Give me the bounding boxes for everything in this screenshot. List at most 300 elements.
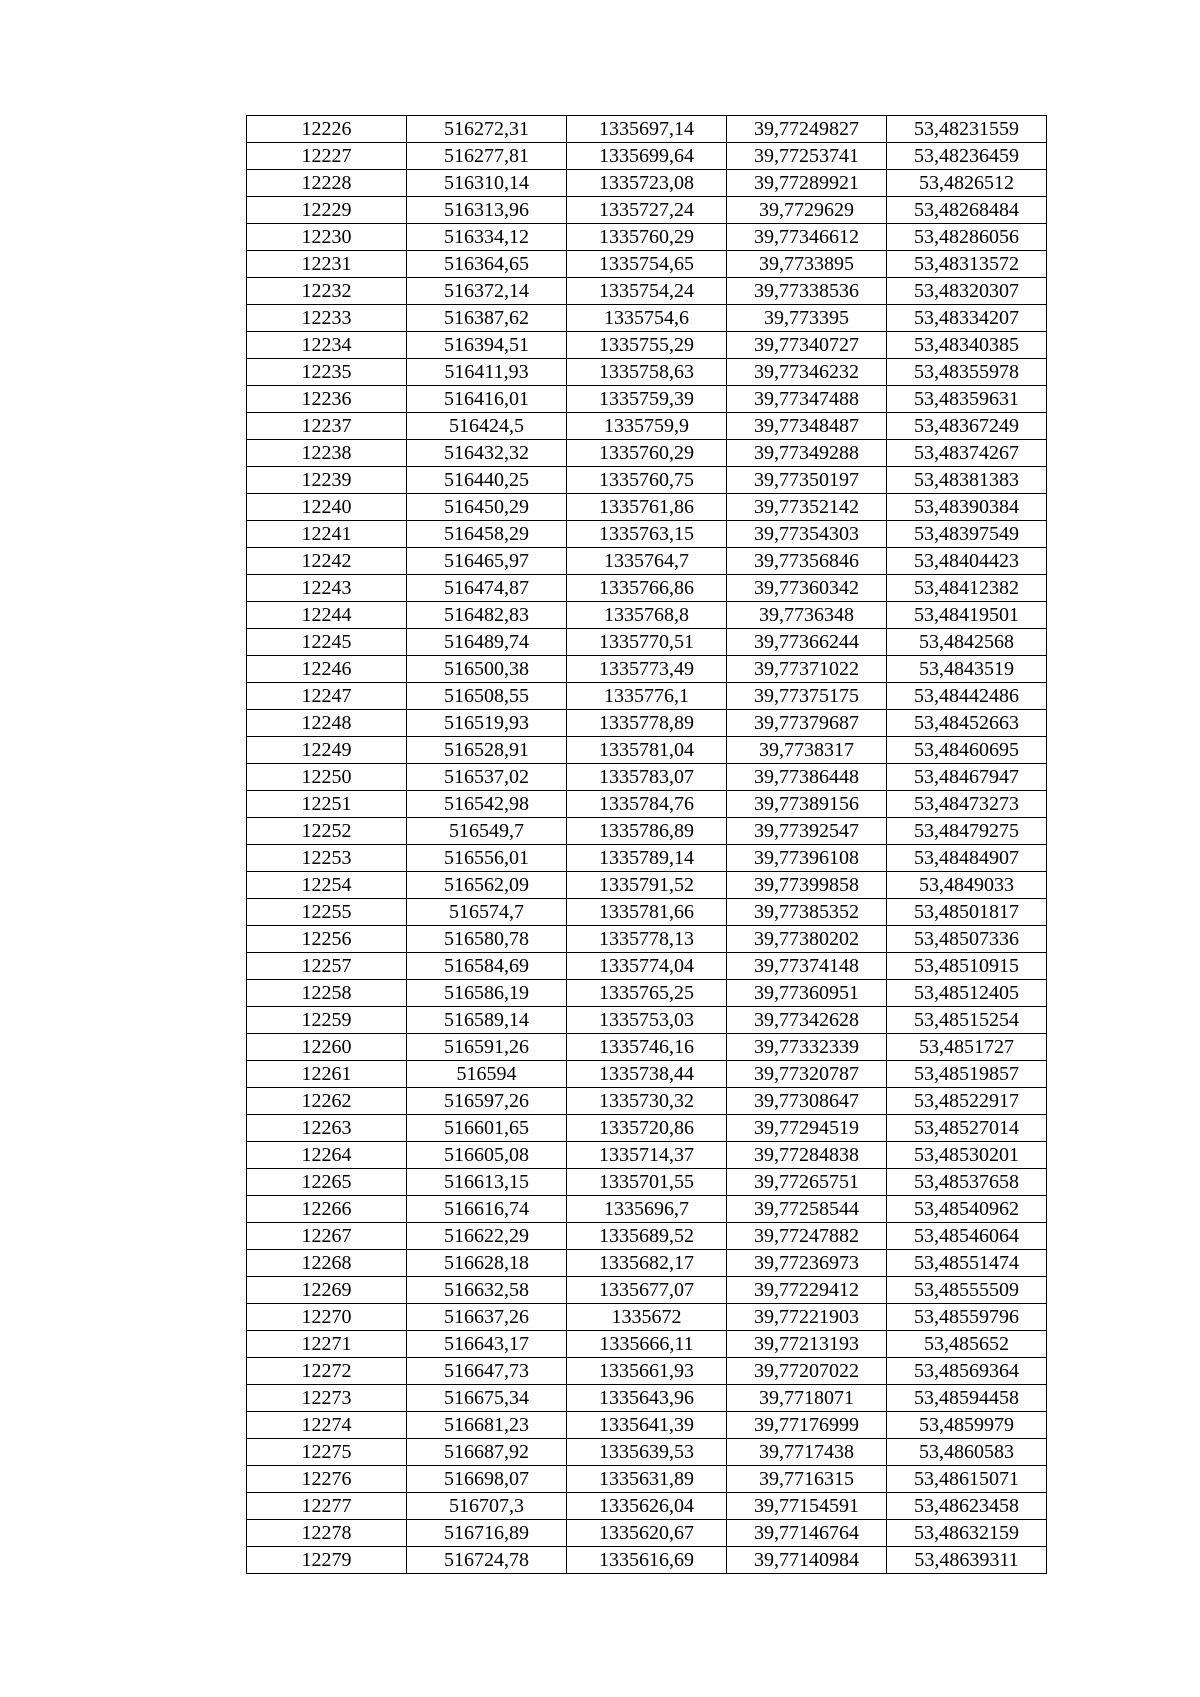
- y-coordinate-cell: 1335682,17: [567, 1250, 727, 1277]
- point-number-cell: 12257: [247, 953, 407, 980]
- y-coordinate-cell: 1335759,39: [567, 386, 727, 413]
- point-number-cell: 12264: [247, 1142, 407, 1169]
- x-coordinate-cell: 516584,69: [407, 953, 567, 980]
- y-coordinate-cell: 1335639,53: [567, 1439, 727, 1466]
- table-row: [247, 1412, 1047, 1439]
- longitude-cell: 39,77349288: [727, 440, 887, 467]
- y-coordinate-cell: 1335701,55: [567, 1169, 727, 1196]
- point-number-cell: 12277: [247, 1493, 407, 1520]
- latitude-cell: 53,4826512: [887, 170, 1047, 197]
- x-coordinate-cell: 516508,55: [407, 683, 567, 710]
- point-number-cell: 12226: [247, 116, 407, 143]
- x-coordinate-cell: 516580,78: [407, 926, 567, 953]
- point-number-cell: 12279: [247, 1547, 407, 1574]
- latitude-cell: 53,48374267: [887, 440, 1047, 467]
- y-coordinate-cell: 1335758,63: [567, 359, 727, 386]
- longitude-cell: 39,77379687: [727, 710, 887, 737]
- latitude-cell: 53,48639311: [887, 1547, 1047, 1574]
- point-number-cell: 12254: [247, 872, 407, 899]
- x-coordinate-cell: 516450,29: [407, 494, 567, 521]
- longitude-cell: 39,77386448: [727, 764, 887, 791]
- longitude-cell: 39,7729629: [727, 197, 887, 224]
- point-number-cell: 12234: [247, 332, 407, 359]
- point-number-cell: 12270: [247, 1304, 407, 1331]
- y-coordinate-cell: 1335754,65: [567, 251, 727, 278]
- x-coordinate-cell: 516597,26: [407, 1088, 567, 1115]
- x-coordinate-cell: 516594: [407, 1061, 567, 1088]
- x-coordinate-cell: 516675,34: [407, 1385, 567, 1412]
- point-number-cell: 12229: [247, 197, 407, 224]
- longitude-cell: 39,77389156: [727, 791, 887, 818]
- table-row: [247, 359, 1047, 386]
- point-number-cell: 12269: [247, 1277, 407, 1304]
- table-row: [247, 899, 1047, 926]
- table-row: [247, 1223, 1047, 1250]
- point-number-cell: 12232: [247, 278, 407, 305]
- x-coordinate-cell: 516716,89: [407, 1520, 567, 1547]
- longitude-cell: 39,77350197: [727, 467, 887, 494]
- longitude-cell: 39,77249827: [727, 116, 887, 143]
- x-coordinate-cell: 516724,78: [407, 1547, 567, 1574]
- y-coordinate-cell: 1335763,15: [567, 521, 727, 548]
- y-coordinate-cell: 1335760,75: [567, 467, 727, 494]
- x-coordinate-cell: 516605,08: [407, 1142, 567, 1169]
- y-coordinate-cell: 1335778,13: [567, 926, 727, 953]
- table-row: [247, 1115, 1047, 1142]
- longitude-cell: 39,77154591: [727, 1493, 887, 1520]
- table-row: [247, 764, 1047, 791]
- latitude-cell: 53,48313572: [887, 251, 1047, 278]
- table-row: [247, 1331, 1047, 1358]
- table-row: [247, 791, 1047, 818]
- x-coordinate-cell: 516632,58: [407, 1277, 567, 1304]
- point-number-cell: 12228: [247, 170, 407, 197]
- longitude-cell: 39,77229412: [727, 1277, 887, 1304]
- longitude-cell: 39,773395: [727, 305, 887, 332]
- longitude-cell: 39,77320787: [727, 1061, 887, 1088]
- longitude-cell: 39,77289921: [727, 170, 887, 197]
- y-coordinate-cell: 1335770,51: [567, 629, 727, 656]
- y-coordinate-cell: 1335677,07: [567, 1277, 727, 1304]
- x-coordinate-cell: 516272,31: [407, 116, 567, 143]
- x-coordinate-cell: 516519,93: [407, 710, 567, 737]
- latitude-cell: 53,48519857: [887, 1061, 1047, 1088]
- point-number-cell: 12246: [247, 656, 407, 683]
- x-coordinate-cell: 516440,25: [407, 467, 567, 494]
- longitude-cell: 39,77352142: [727, 494, 887, 521]
- x-coordinate-cell: 516313,96: [407, 197, 567, 224]
- y-coordinate-cell: 1335643,96: [567, 1385, 727, 1412]
- table-row: [247, 1088, 1047, 1115]
- y-coordinate-cell: 1335778,89: [567, 710, 727, 737]
- latitude-cell: 53,48404423: [887, 548, 1047, 575]
- point-number-cell: 12227: [247, 143, 407, 170]
- x-coordinate-cell: 516411,93: [407, 359, 567, 386]
- point-number-cell: 12274: [247, 1412, 407, 1439]
- x-coordinate-cell: 516622,29: [407, 1223, 567, 1250]
- longitude-cell: 39,77385352: [727, 899, 887, 926]
- longitude-cell: 39,77347488: [727, 386, 887, 413]
- point-number-cell: 12244: [247, 602, 407, 629]
- latitude-cell: 53,48479275: [887, 818, 1047, 845]
- x-coordinate-cell: 516556,01: [407, 845, 567, 872]
- longitude-cell: 39,77247882: [727, 1223, 887, 1250]
- table-row: [247, 737, 1047, 764]
- table-row: [247, 1358, 1047, 1385]
- x-coordinate-cell: 516482,83: [407, 602, 567, 629]
- y-coordinate-cell: 1335672: [567, 1304, 727, 1331]
- y-coordinate-cell: 1335738,44: [567, 1061, 727, 1088]
- x-coordinate-cell: 516432,32: [407, 440, 567, 467]
- longitude-cell: 39,77340727: [727, 332, 887, 359]
- latitude-cell: 53,48442486: [887, 683, 1047, 710]
- point-number-cell: 12266: [247, 1196, 407, 1223]
- longitude-cell: 39,77348487: [727, 413, 887, 440]
- table-row: [247, 926, 1047, 953]
- x-coordinate-cell: 516334,12: [407, 224, 567, 251]
- table-row: [247, 1547, 1047, 1574]
- longitude-cell: 39,77338536: [727, 278, 887, 305]
- latitude-cell: 53,4851727: [887, 1034, 1047, 1061]
- x-coordinate-cell: 516574,7: [407, 899, 567, 926]
- latitude-cell: 53,4849033: [887, 872, 1047, 899]
- table-row: [247, 548, 1047, 575]
- latitude-cell: 53,4860583: [887, 1439, 1047, 1466]
- table-row: [247, 1385, 1047, 1412]
- longitude-cell: 39,7738317: [727, 737, 887, 764]
- x-coordinate-cell: 516681,23: [407, 1412, 567, 1439]
- table-row: [247, 1007, 1047, 1034]
- table-row: [247, 1034, 1047, 1061]
- y-coordinate-cell: 1335759,9: [567, 413, 727, 440]
- x-coordinate-cell: 516586,19: [407, 980, 567, 1007]
- table-row: [247, 683, 1047, 710]
- table-row: [247, 440, 1047, 467]
- latitude-cell: 53,48320307: [887, 278, 1047, 305]
- table-row: [247, 1520, 1047, 1547]
- latitude-cell: 53,48537658: [887, 1169, 1047, 1196]
- x-coordinate-cell: 516500,38: [407, 656, 567, 683]
- x-coordinate-cell: 516542,98: [407, 791, 567, 818]
- y-coordinate-cell: 1335765,25: [567, 980, 727, 1007]
- longitude-cell: 39,77140984: [727, 1547, 887, 1574]
- x-coordinate-cell: 516707,3: [407, 1493, 567, 1520]
- coordinates-table-body: [247, 116, 1047, 1574]
- point-number-cell: 12271: [247, 1331, 407, 1358]
- longitude-cell: 39,77360342: [727, 575, 887, 602]
- longitude-cell: 39,77253741: [727, 143, 887, 170]
- latitude-cell: 53,48594458: [887, 1385, 1047, 1412]
- y-coordinate-cell: 1335641,39: [567, 1412, 727, 1439]
- latitude-cell: 53,48467947: [887, 764, 1047, 791]
- table-row: [247, 1061, 1047, 1088]
- x-coordinate-cell: 516474,87: [407, 575, 567, 602]
- table-row: [247, 251, 1047, 278]
- table-row: [247, 1439, 1047, 1466]
- table-row: [247, 1142, 1047, 1169]
- latitude-cell: 53,48484907: [887, 845, 1047, 872]
- longitude-cell: 39,77332339: [727, 1034, 887, 1061]
- x-coordinate-cell: 516601,65: [407, 1115, 567, 1142]
- table-row: [247, 710, 1047, 737]
- point-number-cell: 12248: [247, 710, 407, 737]
- latitude-cell: 53,48340385: [887, 332, 1047, 359]
- point-number-cell: 12242: [247, 548, 407, 575]
- table-row: [247, 1250, 1047, 1277]
- y-coordinate-cell: 1335699,64: [567, 143, 727, 170]
- latitude-cell: 53,4843519: [887, 656, 1047, 683]
- x-coordinate-cell: 516647,73: [407, 1358, 567, 1385]
- longitude-cell: 39,77265751: [727, 1169, 887, 1196]
- point-number-cell: 12240: [247, 494, 407, 521]
- point-number-cell: 12251: [247, 791, 407, 818]
- latitude-cell: 53,48367249: [887, 413, 1047, 440]
- latitude-cell: 53,48507336: [887, 926, 1047, 953]
- longitude-cell: 39,77380202: [727, 926, 887, 953]
- y-coordinate-cell: 1335760,29: [567, 440, 727, 467]
- point-number-cell: 12249: [247, 737, 407, 764]
- latitude-cell: 53,48236459: [887, 143, 1047, 170]
- y-coordinate-cell: 1335768,8: [567, 602, 727, 629]
- table-row: [247, 872, 1047, 899]
- y-coordinate-cell: 1335697,14: [567, 116, 727, 143]
- point-number-cell: 12265: [247, 1169, 407, 1196]
- y-coordinate-cell: 1335754,6: [567, 305, 727, 332]
- y-coordinate-cell: 1335727,24: [567, 197, 727, 224]
- y-coordinate-cell: 1335661,93: [567, 1358, 727, 1385]
- table-row: [247, 305, 1047, 332]
- table-row: [247, 413, 1047, 440]
- table-row: [247, 116, 1047, 143]
- y-coordinate-cell: 1335774,04: [567, 953, 727, 980]
- point-number-cell: 12252: [247, 818, 407, 845]
- longitude-cell: 39,77346612: [727, 224, 887, 251]
- table-row: [247, 494, 1047, 521]
- table-row: [247, 818, 1047, 845]
- x-coordinate-cell: 516591,26: [407, 1034, 567, 1061]
- latitude-cell: 53,48551474: [887, 1250, 1047, 1277]
- y-coordinate-cell: 1335786,89: [567, 818, 727, 845]
- y-coordinate-cell: 1335723,08: [567, 170, 727, 197]
- longitude-cell: 39,77146764: [727, 1520, 887, 1547]
- table-row: [247, 1304, 1047, 1331]
- table-row: [247, 1169, 1047, 1196]
- table-row: [247, 1466, 1047, 1493]
- x-coordinate-cell: 516387,62: [407, 305, 567, 332]
- table-row: [247, 980, 1047, 1007]
- longitude-cell: 39,77360951: [727, 980, 887, 1007]
- longitude-cell: 39,77346232: [727, 359, 887, 386]
- table-row: [247, 845, 1047, 872]
- y-coordinate-cell: 1335766,86: [567, 575, 727, 602]
- y-coordinate-cell: 1335789,14: [567, 845, 727, 872]
- longitude-cell: 39,77342628: [727, 1007, 887, 1034]
- y-coordinate-cell: 1335754,24: [567, 278, 727, 305]
- latitude-cell: 53,48546064: [887, 1223, 1047, 1250]
- latitude-cell: 53,48555509: [887, 1277, 1047, 1304]
- table-row: [247, 629, 1047, 656]
- latitude-cell: 53,48355978: [887, 359, 1047, 386]
- y-coordinate-cell: 1335714,37: [567, 1142, 727, 1169]
- latitude-cell: 53,48390384: [887, 494, 1047, 521]
- x-coordinate-cell: 516562,09: [407, 872, 567, 899]
- y-coordinate-cell: 1335689,52: [567, 1223, 727, 1250]
- point-number-cell: 12268: [247, 1250, 407, 1277]
- y-coordinate-cell: 1335761,86: [567, 494, 727, 521]
- y-coordinate-cell: 1335764,7: [567, 548, 727, 575]
- longitude-cell: 39,77213193: [727, 1331, 887, 1358]
- table-row: [247, 656, 1047, 683]
- y-coordinate-cell: 1335626,04: [567, 1493, 727, 1520]
- x-coordinate-cell: 516310,14: [407, 170, 567, 197]
- coordinates-table: [246, 115, 1047, 1574]
- point-number-cell: 12263: [247, 1115, 407, 1142]
- point-number-cell: 12273: [247, 1385, 407, 1412]
- x-coordinate-cell: 516489,74: [407, 629, 567, 656]
- table-row: [247, 575, 1047, 602]
- latitude-cell: 53,48512405: [887, 980, 1047, 1007]
- x-coordinate-cell: 516537,02: [407, 764, 567, 791]
- x-coordinate-cell: 516549,7: [407, 818, 567, 845]
- point-number-cell: 12262: [247, 1088, 407, 1115]
- longitude-cell: 39,77221903: [727, 1304, 887, 1331]
- x-coordinate-cell: 516687,92: [407, 1439, 567, 1466]
- longitude-cell: 39,7733895: [727, 251, 887, 278]
- y-coordinate-cell: 1335776,1: [567, 683, 727, 710]
- point-number-cell: 12255: [247, 899, 407, 926]
- longitude-cell: 39,7718071: [727, 1385, 887, 1412]
- y-coordinate-cell: 1335730,32: [567, 1088, 727, 1115]
- y-coordinate-cell: 1335666,11: [567, 1331, 727, 1358]
- point-number-cell: 12276: [247, 1466, 407, 1493]
- x-coordinate-cell: 516277,81: [407, 143, 567, 170]
- longitude-cell: 39,77356846: [727, 548, 887, 575]
- x-coordinate-cell: 516589,14: [407, 1007, 567, 1034]
- longitude-cell: 39,7736348: [727, 602, 887, 629]
- x-coordinate-cell: 516643,17: [407, 1331, 567, 1358]
- latitude-cell: 53,48527014: [887, 1115, 1047, 1142]
- point-number-cell: 12259: [247, 1007, 407, 1034]
- longitude-cell: 39,77366244: [727, 629, 887, 656]
- table-row: [247, 1493, 1047, 1520]
- point-number-cell: 12256: [247, 926, 407, 953]
- latitude-cell: 53,48452663: [887, 710, 1047, 737]
- longitude-cell: 39,7717438: [727, 1439, 887, 1466]
- latitude-cell: 53,48501817: [887, 899, 1047, 926]
- point-number-cell: 12230: [247, 224, 407, 251]
- point-number-cell: 12250: [247, 764, 407, 791]
- latitude-cell: 53,48522917: [887, 1088, 1047, 1115]
- y-coordinate-cell: 1335631,89: [567, 1466, 727, 1493]
- table-row: [247, 332, 1047, 359]
- x-coordinate-cell: 516394,51: [407, 332, 567, 359]
- point-number-cell: 12253: [247, 845, 407, 872]
- longitude-cell: 39,77176999: [727, 1412, 887, 1439]
- table-row: [247, 197, 1047, 224]
- x-coordinate-cell: 516424,5: [407, 413, 567, 440]
- x-coordinate-cell: 516372,14: [407, 278, 567, 305]
- latitude-cell: 53,48460695: [887, 737, 1047, 764]
- y-coordinate-cell: 1335773,49: [567, 656, 727, 683]
- table-row: [247, 1196, 1047, 1223]
- longitude-cell: 39,77396108: [727, 845, 887, 872]
- latitude-cell: 53,4842568: [887, 629, 1047, 656]
- latitude-cell: 53,48419501: [887, 602, 1047, 629]
- y-coordinate-cell: 1335791,52: [567, 872, 727, 899]
- y-coordinate-cell: 1335755,29: [567, 332, 727, 359]
- longitude-cell: 39,77207022: [727, 1358, 887, 1385]
- x-coordinate-cell: 516628,18: [407, 1250, 567, 1277]
- y-coordinate-cell: 1335746,16: [567, 1034, 727, 1061]
- latitude-cell: 53,48510915: [887, 953, 1047, 980]
- x-coordinate-cell: 516613,15: [407, 1169, 567, 1196]
- latitude-cell: 53,48359631: [887, 386, 1047, 413]
- latitude-cell: 53,48540962: [887, 1196, 1047, 1223]
- x-coordinate-cell: 516465,97: [407, 548, 567, 575]
- table-row: [247, 1277, 1047, 1304]
- latitude-cell: 53,48381383: [887, 467, 1047, 494]
- point-number-cell: 12247: [247, 683, 407, 710]
- point-number-cell: 12258: [247, 980, 407, 1007]
- latitude-cell: 53,48569364: [887, 1358, 1047, 1385]
- point-number-cell: 12239: [247, 467, 407, 494]
- table-row: [247, 467, 1047, 494]
- latitude-cell: 53,48623458: [887, 1493, 1047, 1520]
- point-number-cell: 12237: [247, 413, 407, 440]
- y-coordinate-cell: 1335760,29: [567, 224, 727, 251]
- point-number-cell: 12267: [247, 1223, 407, 1250]
- latitude-cell: 53,48530201: [887, 1142, 1047, 1169]
- x-coordinate-cell: 516364,65: [407, 251, 567, 278]
- y-coordinate-cell: 1335753,03: [567, 1007, 727, 1034]
- latitude-cell: 53,48334207: [887, 305, 1047, 332]
- longitude-cell: 39,77399858: [727, 872, 887, 899]
- y-coordinate-cell: 1335696,7: [567, 1196, 727, 1223]
- latitude-cell: 53,48268484: [887, 197, 1047, 224]
- y-coordinate-cell: 1335781,04: [567, 737, 727, 764]
- longitude-cell: 39,77284838: [727, 1142, 887, 1169]
- longitude-cell: 39,7716315: [727, 1466, 887, 1493]
- latitude-cell: 53,485652: [887, 1331, 1047, 1358]
- table-row: [247, 602, 1047, 629]
- table-row: [247, 278, 1047, 305]
- y-coordinate-cell: 1335620,67: [567, 1520, 727, 1547]
- point-number-cell: 12278: [247, 1520, 407, 1547]
- point-number-cell: 12245: [247, 629, 407, 656]
- point-number-cell: 12238: [247, 440, 407, 467]
- point-number-cell: 12260: [247, 1034, 407, 1061]
- longitude-cell: 39,77258544: [727, 1196, 887, 1223]
- x-coordinate-cell: 516416,01: [407, 386, 567, 413]
- longitude-cell: 39,77375175: [727, 683, 887, 710]
- latitude-cell: 53,48231559: [887, 116, 1047, 143]
- longitude-cell: 39,77354303: [727, 521, 887, 548]
- x-coordinate-cell: 516616,74: [407, 1196, 567, 1223]
- x-coordinate-cell: 516458,29: [407, 521, 567, 548]
- longitude-cell: 39,77236973: [727, 1250, 887, 1277]
- point-number-cell: 12261: [247, 1061, 407, 1088]
- table-row: [247, 170, 1047, 197]
- latitude-cell: 53,48397549: [887, 521, 1047, 548]
- x-coordinate-cell: 516698,07: [407, 1466, 567, 1493]
- table-row: [247, 224, 1047, 251]
- longitude-cell: 39,77392547: [727, 818, 887, 845]
- latitude-cell: 53,48473273: [887, 791, 1047, 818]
- table-row: [247, 143, 1047, 170]
- y-coordinate-cell: 1335784,76: [567, 791, 727, 818]
- longitude-cell: 39,77374148: [727, 953, 887, 980]
- x-coordinate-cell: 516637,26: [407, 1304, 567, 1331]
